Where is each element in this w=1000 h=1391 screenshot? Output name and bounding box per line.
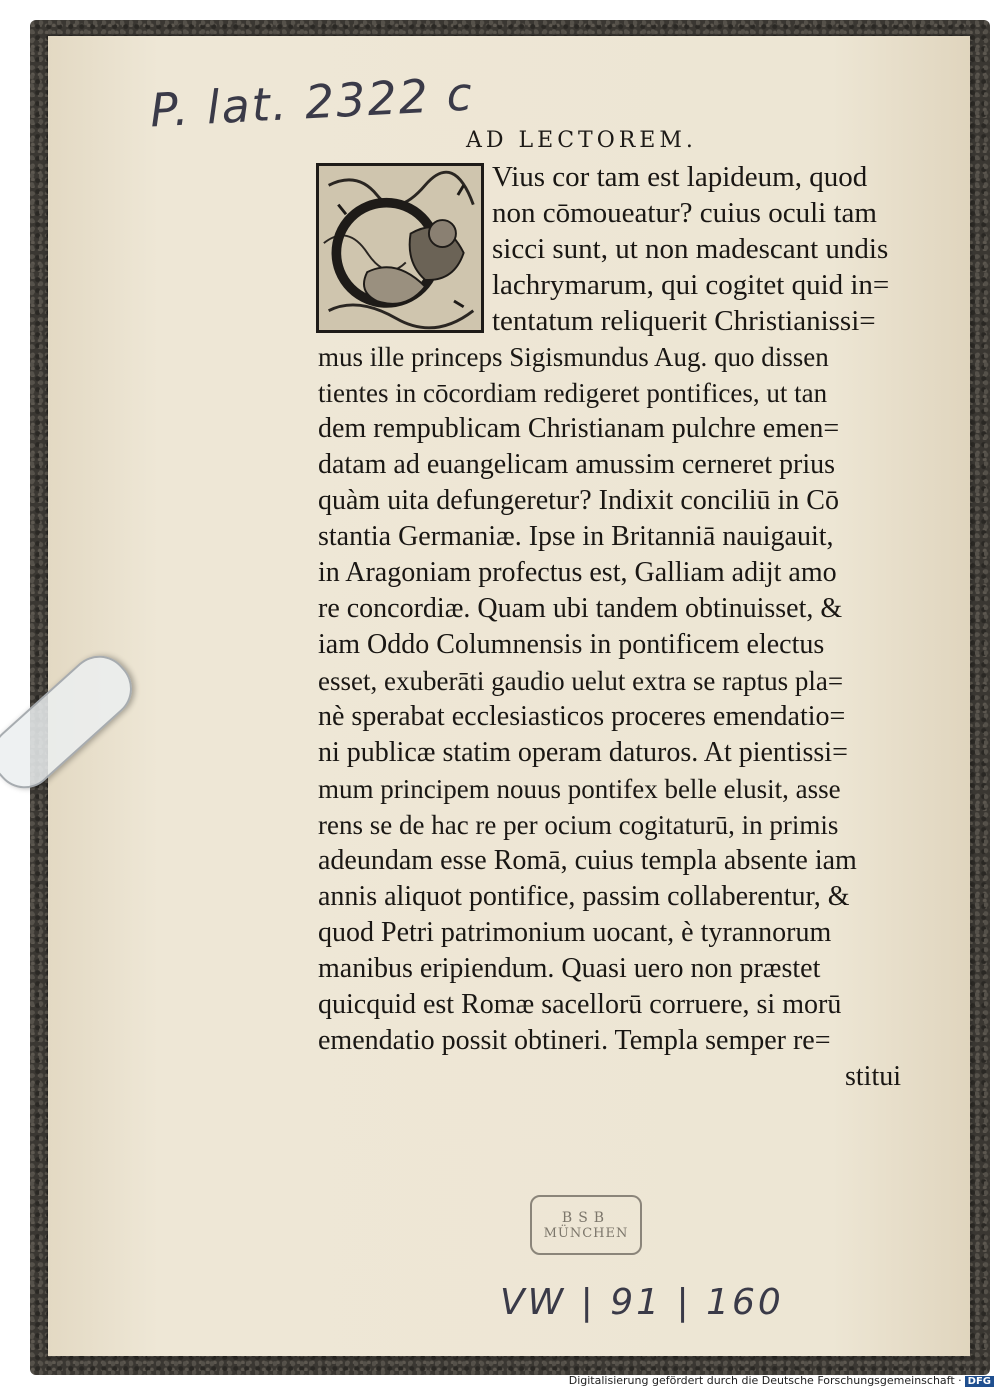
handwritten-shelfmark: P. lat. 2322 c [148, 66, 476, 138]
text-line: datam ad euangelicam amussim cerneret prius [318, 449, 836, 480]
text-line-catchword: stitui [845, 1061, 902, 1092]
text-line: quàm uita defungeretur? Indixit conciliū in Cō [318, 485, 839, 516]
text-line: manibus eripiendum. Quasi uero non præstet [318, 953, 821, 984]
text-line: tentatum reliquerit Christianissi= [492, 305, 876, 337]
stamp-line-1: BSB [561, 1209, 611, 1226]
stamp-line-2: MÜNCHEN [543, 1225, 629, 1241]
text-line: emendatio possit obtineri. Templa semper re= [318, 1025, 831, 1056]
text-line: rens se de hac re per ocium cogitaturū, in primis [318, 810, 839, 840]
text-line: Vius cor tam est lapideum, quod [492, 161, 868, 193]
text-line: mum principem nouus pontifex belle elusit, asse [318, 774, 841, 804]
text-line: ni publicæ statim operam daturos. At pientissi= [318, 737, 848, 768]
text-line: mus ille princeps Sigismundus Aug. quo dissen [318, 342, 829, 372]
footer-text: Digitalisierung gefördert durch die Deutsche Forschungsgemeinschaft · [568, 1374, 962, 1387]
text-line: adeundam esse Romā, cuius templa absente iam [318, 845, 857, 876]
text-line: nè sperabat ecclesiasticos proceres emendatio= [318, 701, 846, 732]
footer-credit [569, 1374, 994, 1387]
text-line: in Aragoniam profectus est, Galliam adijt amo [318, 557, 837, 588]
library-stamp [530, 1195, 642, 1255]
text-line: dem rempublicam Christianam pulchre emen= [318, 413, 840, 444]
text-line: tientes in cōcordiam redigeret pontifices, ut tan [318, 378, 828, 408]
text-line: annis aliquot pontifice, passim collaberentur, & [318, 881, 850, 912]
text-line: stantia Germaniæ. Ipse in Britanniā nauigauit, [318, 521, 834, 552]
text-line: quicquid est Romæ sacellorū corruere, si morū [318, 989, 842, 1020]
handwritten-call-number: VW | 91 | 160 [500, 1282, 784, 1323]
page-heading: AD LECTOREM. [466, 128, 697, 153]
dfg-logo: DFG [965, 1376, 994, 1387]
text-line: esset, exuberāti gaudio uelut extra se raptus pla= [318, 666, 844, 696]
text-line: non cōmoueatur? cuius oculi tam [492, 197, 877, 229]
text-line: iam Oddo Columnensis in pontificem electus [318, 629, 825, 660]
text-line: sicci sunt, ut non madescant undis [492, 233, 889, 265]
text-line: quod Petri patrimonium uocant, è tyrannorum [318, 917, 832, 948]
text-line: re concordiæ. Quam ubi tandem obtinuisset, & [318, 593, 843, 624]
text-line: lachrymarum, qui cogitet quid in= [492, 269, 890, 301]
